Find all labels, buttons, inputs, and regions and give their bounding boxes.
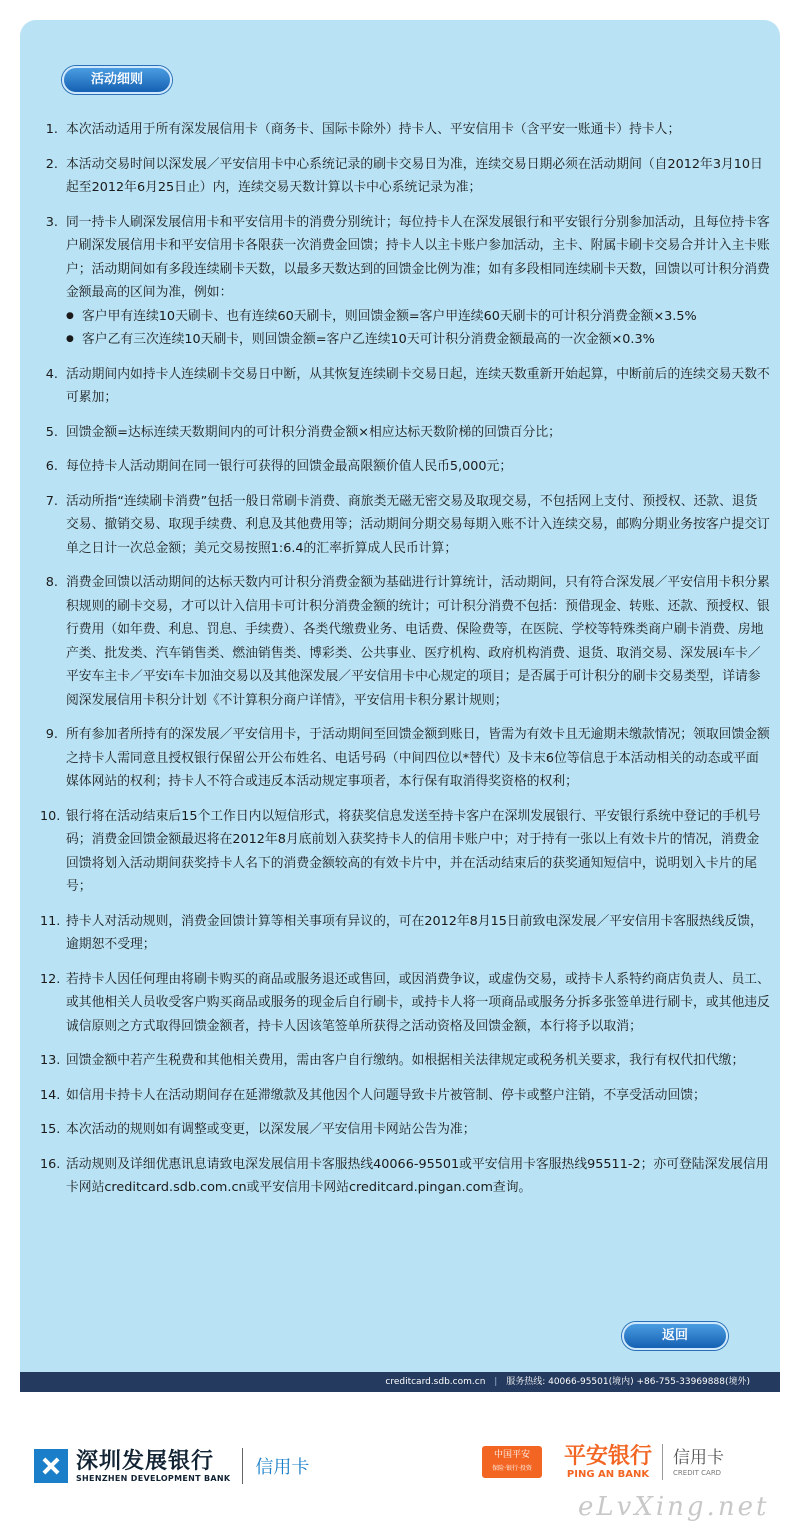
logo-divider bbox=[242, 1448, 243, 1484]
rule-item bbox=[40, 571, 770, 712]
rule-number: 12. bbox=[40, 971, 61, 987]
rule-number: 11. bbox=[40, 913, 61, 929]
logo-divider bbox=[662, 1444, 663, 1480]
watermark: eLvXing.net bbox=[578, 1492, 770, 1522]
rule-item bbox=[40, 1118, 770, 1142]
rule-text: 每位持卡人活动期间在同一银行可获得的回馈金最高限额价值人民币5,000元； bbox=[66, 459, 513, 474]
sdb-name-en: SHENZHEN DEVELOPMENT BANK bbox=[76, 1473, 231, 1483]
rule-number: 8. bbox=[45, 575, 58, 590]
rule-item bbox=[40, 211, 770, 352]
rule-item bbox=[40, 490, 770, 561]
footer-separator: | bbox=[494, 1377, 498, 1387]
pingan-name-en: PING AN BANK bbox=[566, 1468, 650, 1480]
rule-number: 5. bbox=[45, 424, 58, 440]
rule-item bbox=[40, 421, 770, 445]
rule-text: 消费金回馈以活动期间的达标天数内可计积分消费金额为基础进行计算统计，活动期间，只有符合深发展／平安信用卡积分累积规则的刷卡交易，才可以计入信用卡可计积分消费金额的统计；可计积分消费不包括：预借现金、转账、还款、预授权、银行费用（如年费、利息、罚息、手续费）、各类代缴费业务、电话费、保险费等，在医院、学校等特殊类商户刷卡消费、房地产类、批发类、汽车销售类、燃油销售类、博彩类、公共事业、医疗机构、政府机构消费、退货、取消交易、深发展i车卡／平安车主卡／平安i车卡加油交易以及其他深发展／平安信用卡中心规定的项目；是否属于可计积分的刷卡交易类型，详请参阅深发展信用卡积分计划《不计算积分商户详情》，平安信用卡积分累计规则； bbox=[66, 575, 770, 708]
rule-text: 持卡人对活动规则，消费金回馈计算等相关事项有异议的，可在2012年8月15日前致电深发展／平安信用卡客服热线反馈，逾期恕不受理； bbox=[66, 913, 763, 952]
rule-item bbox=[40, 968, 770, 1039]
rule-text: 若持卡人因任何理由将刷卡购买的商品或服务退还或售回，或因消费争议，或虚伪交易，或持卡人系特约商店负责人、员工、或其他相关人员收受客户购买商品或服务的现金后自行刷卡，或持卡人将一项商品或服务分拆多张签单进行刷卡，或其他违反诚信原则之方式取得回馈金额者，持卡人因该笔签单所获得之活动资格及回馈金额，本行将予以取消； bbox=[66, 971, 770, 1034]
rule-text: 活动规则及详细优惠讯息请致电深发展信用卡客服热线40066-95501或平安信用卡客服热线95511-2；亦可登陆深发展信用卡网站creditcard.sdb.com.cn或平安信用卡网站creditcard.pingan.com查询。 bbox=[66, 1156, 769, 1195]
pingan-badge bbox=[482, 1446, 542, 1478]
rule-number: 9. bbox=[45, 727, 58, 742]
rule-number: 4. bbox=[45, 366, 58, 382]
rule-number: 13. bbox=[40, 1053, 61, 1068]
rule-number: 2. bbox=[45, 156, 58, 172]
rule-number: 6. bbox=[45, 459, 58, 474]
rule-text: 回馈金额=达标连续天数期间内的可计积分消费金额×相应达标天数阶梯的回馈百分比； bbox=[66, 424, 561, 440]
rule-text: 本活动交易时间以深发展／平安信用卡中心系统记录的刷卡交易日为准，连续交易日期必须在活动期间（自2012年3月10日起至2012年6月25日止）内，连续交易天数计算以卡中心系统记录为准； bbox=[66, 156, 763, 195]
rules-list bbox=[40, 118, 770, 1211]
footer-bar bbox=[20, 1372, 780, 1392]
back-button[interactable]: 返回 bbox=[622, 1322, 728, 1350]
rule-item bbox=[40, 118, 770, 142]
footer-site-link[interactable]: creditcard.sdb.com.cn bbox=[385, 1377, 486, 1387]
rule-text: 同一持卡人刷深发展信用卡和平安信用卡的消费分别统计；每位持卡人在深发展银行和平安银行分别参加活动，且每位持卡客户刷深发展信用卡和平安信用卡各限获一次消费金回馈；持卡人以主卡账户参加活动，主卡、附属卡刷卡交易合并计入主卡账户；活动期间如有多段连续刷卡天数，以最多天数达到的回馈金比例为准；如有多段相同连续刷卡天数，回馈以可计积分消费金额最高的区间为准，例如： bbox=[66, 214, 770, 300]
rule-number: 7. bbox=[45, 493, 58, 509]
rule-item bbox=[40, 1084, 770, 1108]
example-bullet: ● 客户甲有连续10天刷卡、也有连续60天刷卡，则回馈金额=客户甲连续60天刷卡的可计积分消费金额×3.5% bbox=[66, 305, 770, 329]
rule-item bbox=[40, 153, 770, 200]
pingan-card-en: CREDIT CARD bbox=[673, 1469, 722, 1477]
rule-item bbox=[40, 1153, 770, 1200]
rule-item bbox=[40, 1049, 770, 1073]
example-bullet: ● 客户乙有三次连续10天刷卡，则回馈金额=客户乙连续10天可计积分消费金额最高的一次金额×0.3% bbox=[66, 328, 770, 352]
footer-hotline: 服务热线: 40066-95501(境内) +86-755-33969888(境外) bbox=[506, 1377, 750, 1387]
rule-item bbox=[40, 723, 770, 794]
rule-text: 活动期间内如持卡人连续刷卡交易日中断，从其恢复连续刷卡交易日起，连续天数重新开始起算，中断前后的连续交易天数不可累加； bbox=[66, 366, 770, 405]
sdb-name-cn: 深圳发展银行 bbox=[76, 1448, 215, 1474]
rule-text: 银行将在活动结束后15个工作日内以短信形式，将获奖信息发送至持卡客户在深圳发展银行、平安银行系统中登记的手机号码；消费金回馈金额最迟将在2012年8月底前划入获奖持卡人的信用卡账户中；对于持有一张以上有效卡片的情况，消费金回馈将划入活动期间获奖持卡人名下的消费金额较高的有效卡片中，并在活动结束后的获奖通知短信中，说明划入卡片的尾号； bbox=[66, 808, 761, 894]
rule-number: 15. bbox=[40, 1122, 61, 1137]
rule-text: 如信用卡持卡人在活动期间存在延滞缴款及其他因个人问题导致卡片被管制、停卡或整户注销，不享受活动回馈； bbox=[66, 1087, 706, 1103]
pingan-name-cn: 平安银行 bbox=[564, 1443, 653, 1469]
rule-text: 活动所指“连续刷卡消费”包括一般日常刷卡消费、商旅类无磁无密交易及取现交易，不包括网上支付、预授权、还款、退货交易、撤销交易、取现手续费、利息及其他费用等；活动期间分期交易每期入账不计入连续交易，邮购分期业务按客户提交订单之日计一次总金额；美元交易按照1:6.4的汇率折算成人民币计算； bbox=[66, 493, 770, 556]
rule-number: 1. bbox=[45, 122, 58, 137]
example-bullets bbox=[66, 305, 770, 352]
rule-item bbox=[40, 910, 770, 957]
rule-number: 3. bbox=[45, 214, 58, 230]
rule-number: 14. bbox=[40, 1087, 61, 1103]
sdb-card-label: 信用卡 bbox=[255, 1457, 310, 1478]
rule-text: 本次活动的规则如有调整或变更，以深发展／平安信用卡网站公告为准； bbox=[66, 1122, 476, 1137]
rule-text: 本次活动适用于所有深发展信用卡（商务卡、国际卡除外）持卡人、平安信用卡（含平安一账通卡）持卡人； bbox=[66, 122, 681, 137]
rule-number: 16. bbox=[40, 1156, 61, 1172]
rule-item bbox=[40, 363, 770, 410]
rule-item bbox=[40, 455, 770, 479]
pingan-badge-name: 中国平安 bbox=[493, 1450, 530, 1460]
pingan-badge-sub: 保险·银行·投资 bbox=[492, 1465, 532, 1472]
section-title-badge: 活动细则 bbox=[62, 66, 172, 94]
sdb-mark-icon bbox=[34, 1449, 68, 1483]
sdb-logo bbox=[34, 1448, 309, 1484]
rule-text: 所有参加者所持有的深发展／平安信用卡，于活动期间至回馈金额到账日，皆需为有效卡且无逾期未缴款情况；领取回馈金额之持卡人需同意且授权银行保留公开公布姓名、电话号码（中间四位以*替代）及卡末6位等信息于本活动相关的动态或平面媒体网站的权利；持卡人不符合或违反本活动规定事项者，本行保有取消得奖资格的权利； bbox=[66, 727, 770, 789]
rule-item bbox=[40, 805, 770, 899]
rule-text: 回馈金额中若产生税费和其他相关费用，需由客户自行缴纳。如根据相关法律规定或税务机关要求，我行有权代扣代缴； bbox=[66, 1053, 745, 1068]
pingan-card-cn: 信用卡 bbox=[673, 1448, 725, 1468]
rule-number: 10. bbox=[40, 808, 61, 824]
pingan-logo bbox=[482, 1444, 724, 1480]
